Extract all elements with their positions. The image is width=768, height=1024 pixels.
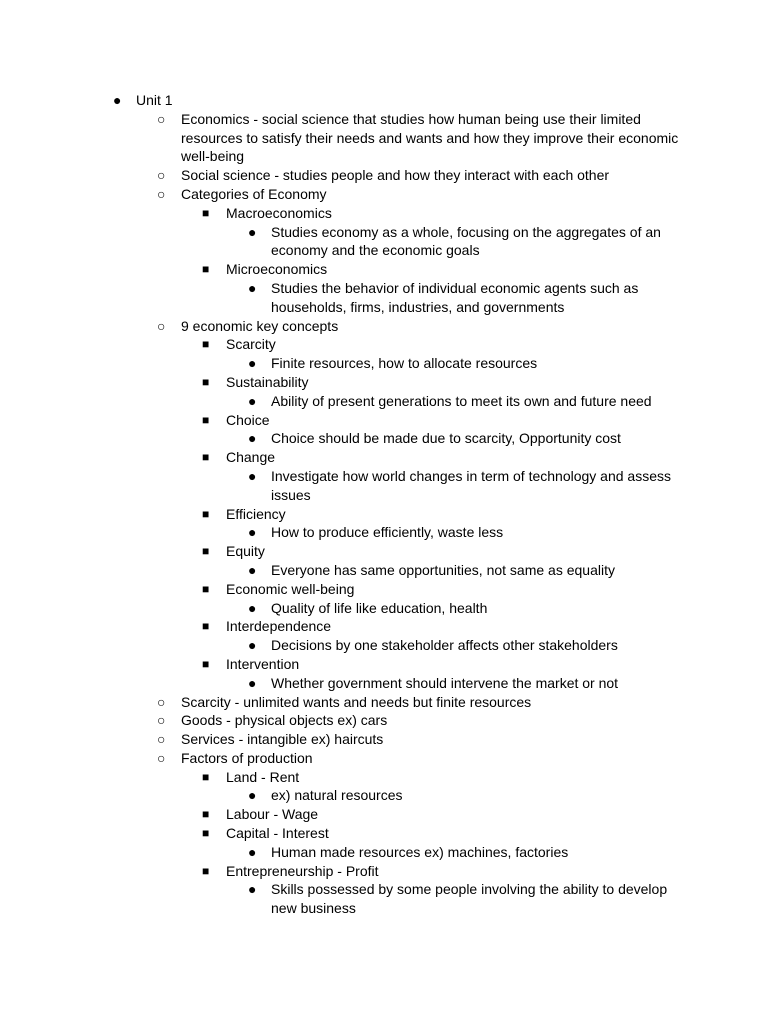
square-bullet-icon: ■ [202,544,210,559]
bullet-icon: ● [248,674,257,691]
bullet-icon: ● [248,392,257,409]
square-bullet-icon: ■ [202,826,210,841]
hollow-bullet-icon: ○ [157,731,166,748]
hollow-bullet-icon: ○ [157,749,166,766]
outline-item-text: Scarcity - unlimited wants and needs but finite resources [181,693,532,710]
bullet-icon: ● [248,279,257,296]
outline-item-level-4 [0,467,768,505]
outline-item-text: Goods - physical objects ex) cars [181,712,388,729]
hollow-bullet-icon: ○ [157,693,166,710]
outline-item-text: Investigate how world changes in term of technology and assess issues [271,467,672,503]
outline-item-text: Scarcity [226,336,276,353]
hollow-bullet-icon: ○ [157,110,166,127]
outline-item-text: ex) natural resources [271,787,403,804]
outline-item-level-3 [0,448,768,467]
outline-item-level-3 [0,655,768,674]
outline-item-level-2 [0,693,768,712]
outline-item-level-4 [0,561,768,580]
outline-item-text: Quality of life like education, health [271,599,488,616]
outline-item-text: Efficiency [226,505,286,522]
square-bullet-icon: ■ [202,262,210,277]
bullet-icon: ● [248,524,257,541]
outline-item-level-1 [0,91,768,110]
bullet-icon: ● [248,561,257,578]
outline-item-level-2 [0,749,768,768]
outline-item-level-2 [0,110,768,166]
square-bullet-icon: ■ [202,619,210,634]
outline-item-text: Sustainability [226,373,309,390]
outline-item-text: Categories of Economy [181,185,327,202]
outline-item-level-3 [0,580,768,599]
hollow-bullet-icon: ○ [157,167,166,184]
bullet-icon: ● [248,599,257,616]
outline-item-level-4 [0,786,768,805]
outline-item-text: Intervention [226,655,300,672]
square-bullet-icon: ■ [202,205,210,220]
bullet-icon: ● [248,843,257,860]
hollow-bullet-icon: ○ [157,185,166,202]
outline-item-text: 9 economic key concepts [181,317,339,334]
outline-item-text: Everyone has same opportunities, not same as equality [271,561,615,578]
outline-item-text: Equity [226,543,265,560]
square-bullet-icon: ■ [202,337,210,352]
outline-item-text: Interdependence [226,618,332,635]
outline-item-text: Economic well-being [226,580,355,597]
outline-item-level-4 [0,599,768,618]
outline-item-level-3 [0,862,768,881]
outline-item-level-4 [0,674,768,693]
square-bullet-icon: ■ [202,656,210,671]
square-bullet-icon: ■ [202,450,210,465]
outline-item-level-3 [0,411,768,430]
square-bullet-icon: ■ [202,769,210,784]
outline-item-level-4 [0,880,768,918]
outline-item-level-3 [0,542,768,561]
square-bullet-icon: ■ [202,374,210,389]
outline-item-level-2 [0,166,768,185]
outline-item-text: Microeconomics [226,261,328,278]
outline-item-level-4 [0,223,768,261]
bullet-icon: ● [248,430,257,447]
bullet-icon: ● [248,223,257,240]
outline-item-level-3 [0,204,768,223]
outline-item-level-2 [0,185,768,204]
outline-item-text: Decisions by one stakeholder affects other stakeholders [271,637,618,654]
outline-item-level-3 [0,335,768,354]
hollow-bullet-icon: ○ [157,317,166,334]
outline-item-level-4 [0,843,768,862]
square-bullet-icon: ■ [202,581,210,596]
outline-item-level-2 [0,317,768,336]
outline-item-text: Economics - social science that studies how human being use their limited resources to satisfy their needs and wants and how they improve their economic well-being [181,110,679,165]
outline-item-level-4 [0,279,768,317]
outline-item-text: Land - Rent [226,768,300,785]
outline-item-level-4 [0,523,768,542]
outline-item-text: Factors of production [181,749,313,766]
outline-item-text: Macroeconomics [226,204,332,221]
outline-item-level-2 [0,711,768,730]
outline-item-text: Labour - Wage [226,806,319,823]
outline-item-level-3 [0,617,768,636]
bullet-icon: ● [248,355,257,372]
square-bullet-icon: ■ [202,506,210,521]
outline-item-text: Human made resources ex) machines, factories [271,843,569,860]
outline-item-text: Skills possessed by some people involving the ability to develop new business [271,881,668,917]
outline-item-text: Capital - Interest [226,825,329,842]
outline-item-text: Choice [226,411,270,428]
outline-item-level-4 [0,636,768,655]
outline-item-level-3 [0,768,768,787]
outline-item-level-4 [0,392,768,411]
outline-item-text: Studies the behavior of individual economic agents such as households, firms, industries, and governments [271,279,639,315]
outline-item-level-3 [0,373,768,392]
bullet-icon: ● [113,92,122,108]
outline-item-text: Social science - studies people and how they interact with each other [181,167,610,184]
outline-item-text: Whether government should intervene the market or not [271,674,619,691]
outline-item-level-3 [0,805,768,824]
outline-item-text: Entrepreneurship - Profit [226,862,379,879]
square-bullet-icon: ■ [202,863,210,878]
outline-item-level-4 [0,429,768,448]
outline-list [0,91,768,918]
outline-item-level-3 [0,505,768,524]
square-bullet-icon: ■ [202,412,210,427]
outline-item-level-2 [0,730,768,749]
bullet-icon: ● [248,467,257,484]
outline-item-level-3 [0,260,768,279]
outline-item-text: Change [226,449,276,466]
square-bullet-icon: ■ [202,807,210,822]
outline-item-text: Services - intangible ex) haircuts [181,731,384,748]
outline-item-text: Studies economy as a whole, focusing on the aggregates of an economy and the economic goals [271,223,661,259]
outline-item-text: Finite resources, how to allocate resources [271,355,538,372]
bullet-icon: ● [248,881,257,898]
outline-item-text: Ability of present generations to meet its own and future need [271,392,652,409]
outline-item-text: How to produce efficiently, waste less [271,524,504,541]
outline-item-level-3 [0,824,768,843]
hollow-bullet-icon: ○ [157,712,166,729]
outline-item-text: Choice should be made due to scarcity, Opportunity cost [271,430,621,447]
bullet-icon: ● [248,787,257,804]
outline-item-level-4 [0,354,768,373]
bullet-icon: ● [248,637,257,654]
outline-item-text: Unit 1 [136,92,173,108]
